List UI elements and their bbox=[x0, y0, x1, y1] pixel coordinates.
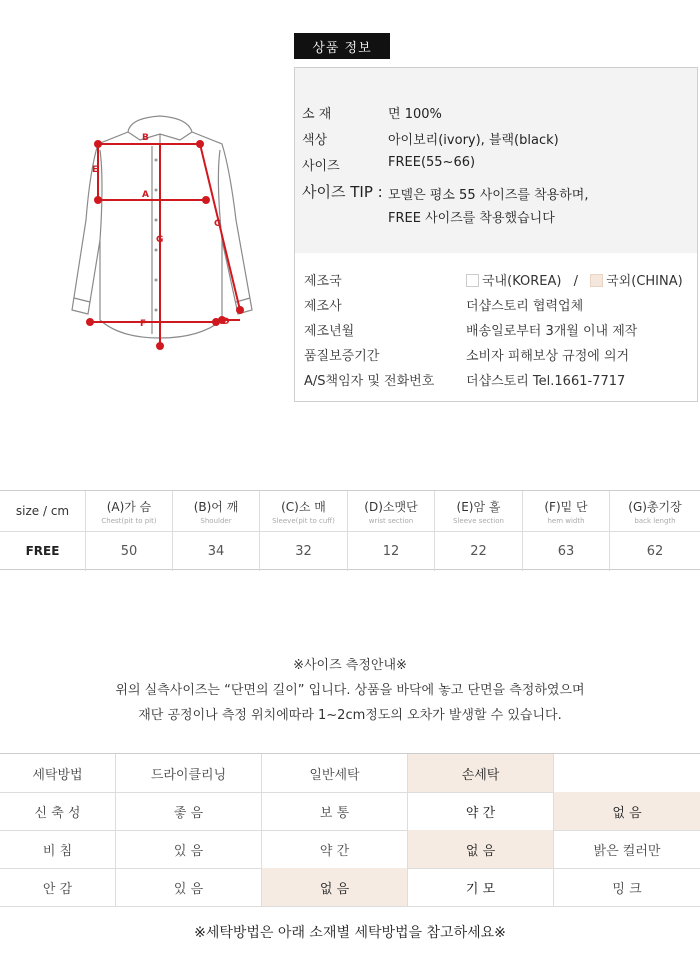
maker-value: 더샵스토리 협력업체 bbox=[466, 299, 584, 314]
shirt-measurement-diagram bbox=[60, 110, 270, 360]
care-cell: 일반세탁 bbox=[262, 754, 408, 792]
color-label: 색상 bbox=[302, 133, 328, 148]
product-info-badge: 상품 정보 bbox=[294, 33, 390, 59]
warranty-value: 소비자 피해보상 규정에 의거 bbox=[466, 349, 630, 364]
care-cell: 드라이클리닝 bbox=[116, 754, 262, 792]
care-cell: 보 통 bbox=[262, 792, 408, 830]
care-cell bbox=[554, 754, 700, 792]
material-value: 면 100% bbox=[388, 107, 442, 122]
size-header-shoulder: (B)어 깨 Shoulder bbox=[173, 491, 260, 531]
size-tip-line2: FREE 사이즈를 착용했습니다 bbox=[388, 211, 555, 226]
size-header-chest: (A)가 슴 Chest(pit to pit) bbox=[86, 491, 173, 531]
label-a: A bbox=[142, 190, 149, 200]
label-f: F bbox=[140, 319, 147, 329]
care-cell: 약 간 bbox=[262, 830, 408, 868]
care-cell: 세탁방법 bbox=[0, 754, 116, 792]
country-label: 제조국 bbox=[304, 274, 342, 289]
size-tip-label: 사이즈 TIP : bbox=[302, 183, 383, 201]
size-notice-title: ※사이즈 측정안내※ bbox=[293, 658, 407, 673]
size-table-row bbox=[0, 531, 700, 571]
as-contact-value: 더샵스토리 Tel.1661-7717 bbox=[466, 374, 626, 389]
care-row-lining bbox=[0, 868, 700, 907]
label-g: G bbox=[156, 235, 164, 245]
size-value: FREE(55~66) bbox=[388, 155, 476, 170]
size-header-wrist: (D)소맷단 wrist section bbox=[348, 491, 435, 531]
size-table-header bbox=[0, 491, 700, 532]
warranty-label: 품질보증기간 bbox=[304, 349, 380, 364]
label-d: D bbox=[222, 317, 230, 327]
size-value-chest: 50 bbox=[86, 531, 173, 571]
mfg-date-value: 배송일로부터 3개월 이내 제작 bbox=[466, 324, 638, 339]
care-table bbox=[0, 753, 700, 907]
care-cell: 밍 크 bbox=[612, 881, 642, 897]
care-cell-selected: 없 음 bbox=[554, 792, 700, 830]
care-cell: 약 간 bbox=[408, 792, 554, 830]
size-value-wrist: 12 bbox=[348, 531, 435, 571]
care-row-stretch bbox=[0, 792, 700, 831]
mfg-date-label: 제조년월 bbox=[304, 324, 355, 339]
color-value: 아이보리(ivory), 블랙(black) bbox=[388, 133, 559, 148]
care-cell: 기 모 bbox=[408, 868, 554, 906]
care-row-sheer bbox=[0, 830, 700, 869]
size-notice-line2: 재단 공정이나 측정 위치에따라 1~2cm정도의 오차가 발생할 수 있습니다. bbox=[138, 708, 562, 723]
size-notice-line1: 위의 실측사이즈는 “단면의 길이” 입니다. 상품을 바닥에 놓고 단면을 측정하였으며 bbox=[115, 683, 585, 698]
country-separator: / bbox=[573, 274, 578, 289]
size-value-armhole: 22 bbox=[435, 531, 523, 571]
size-value-length: 62 bbox=[646, 543, 664, 559]
care-cell: 비 침 bbox=[0, 830, 116, 868]
country-options bbox=[466, 270, 683, 289]
size-header-length: (G)총기장 back length bbox=[628, 499, 682, 525]
country-china-checkbox bbox=[590, 274, 603, 287]
country-korea-checkbox bbox=[466, 274, 479, 287]
care-row-washing bbox=[0, 754, 700, 793]
size-row-label: FREE bbox=[0, 531, 86, 571]
size-value-shoulder: 34 bbox=[173, 531, 260, 571]
care-cell: 신 축 성 bbox=[0, 792, 116, 830]
size-value-sleeve: 32 bbox=[260, 531, 348, 571]
label-e: E bbox=[92, 165, 99, 175]
label-c: C bbox=[214, 219, 221, 229]
care-cell: 안 감 bbox=[0, 868, 116, 906]
care-cell: 있 음 bbox=[116, 868, 262, 906]
maker-label: 제조사 bbox=[304, 299, 342, 314]
label-b: B bbox=[142, 133, 149, 143]
as-contact-label: A/S책임자 및 전화번호 bbox=[304, 374, 435, 389]
care-cell-selected: 없 음 bbox=[262, 868, 408, 906]
care-cell: 있 음 bbox=[116, 830, 262, 868]
size-header-unit: size / cm bbox=[0, 491, 86, 531]
material-label: 소 재 bbox=[302, 107, 332, 122]
size-header-hem: (F)밑 단 hem width bbox=[523, 491, 610, 531]
size-header-armhole: (E)암 홀 Sleeve section bbox=[435, 491, 523, 531]
care-cell: 밝은 컬러만 bbox=[593, 843, 661, 859]
care-cell-selected: 없 음 bbox=[408, 830, 554, 868]
size-header-sleeve: (C)소 매 Sleeve(pit to cuff) bbox=[260, 491, 348, 531]
country-korea-label: 국내(KOREA) bbox=[482, 274, 562, 289]
country-china-label: 국외(CHINA) bbox=[606, 274, 683, 289]
care-cell-selected: 손세탁 bbox=[408, 754, 554, 792]
size-table bbox=[0, 490, 700, 570]
size-label: 사이즈 bbox=[302, 159, 340, 174]
size-tip-line1: 모델은 평소 55 사이즈를 착용하며, bbox=[388, 188, 589, 203]
care-note: ※세탁방법은 아래 소재별 세탁방법을 참고하세요※ bbox=[194, 925, 506, 941]
size-value-hem: 63 bbox=[523, 531, 610, 571]
care-cell: 좋 음 bbox=[116, 792, 262, 830]
measurement-lines bbox=[87, 141, 243, 349]
